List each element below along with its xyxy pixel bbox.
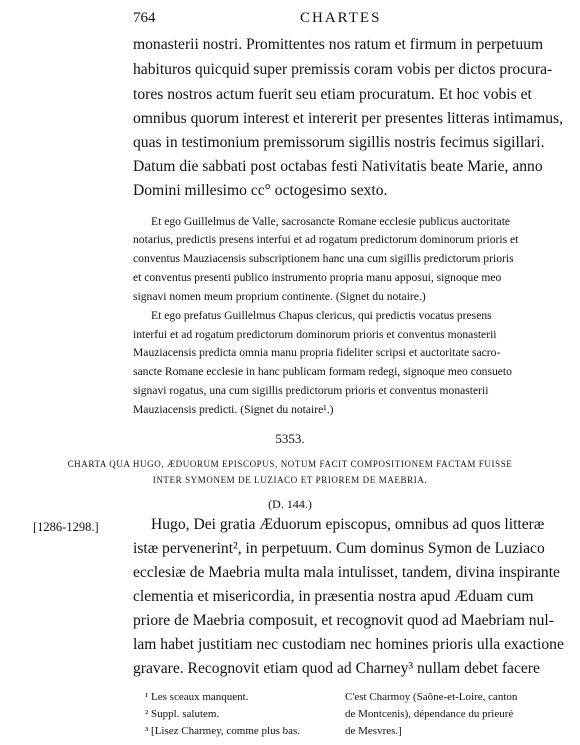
body-line: habituros quicquid super premissis coram vobis per dictos procura- xyxy=(133,61,553,78)
charter-text-line: istæ pervenerint², in perpetuum. Cum dominus Symon de Luziaco xyxy=(133,540,545,557)
body-line: Domini millesimo cc° octogesimo sexto. xyxy=(133,182,388,199)
notary-line: signavi nomen meum proprium continente. (Signet du notaire.) xyxy=(133,290,426,303)
charter-text-line: priore de Maebria composuit, et recognovit quod ad Maebriam nul- xyxy=(133,612,554,629)
notary-line: conventus Mauziacensis subscriptionem hanc una cum sigillis predictorum prioris xyxy=(133,252,514,265)
footnote-right: de Mesvres.] xyxy=(345,725,402,737)
notary-line: interfui et ad rogatum predictorum dominorum prioris et conventus monasterii xyxy=(133,328,497,341)
footnote-left: ³ [Lisez Charmey, comme plus bas. xyxy=(145,725,301,737)
body-line: omnibus quorum interest et intererit per presentes litteras intimamus, xyxy=(133,110,564,127)
footnote-left: ¹ Les sceaux manquent. xyxy=(145,691,249,703)
body-line: Datum die sabbati post octabas festi Nativitatis beate Marie, anno xyxy=(133,158,543,175)
charter-text-line: lam habet justitiam nec custodiam nec homines prioris ulla exactione xyxy=(133,636,564,653)
body-line: monasterii nostri. Promittentes nos ratum et firmum in perpetuum xyxy=(133,36,544,53)
footnote-right: C'est Charmoy (Saône-et-Loire, canton xyxy=(345,691,518,703)
notary-line: signavi rogatus, una cum sigillis predictorum prioris et conventus monasterii xyxy=(133,384,489,397)
charter-number: 5353. xyxy=(275,431,305,446)
page-number: 764 xyxy=(133,10,156,26)
notary-line: Mauziacensis predicti. (Signet du notaire¹.) xyxy=(133,403,334,416)
charter-text-line: ecclesiæ de Maebria multa mala intulisset, tandem, divina inspirante xyxy=(133,564,560,581)
notary-line: et conventus presenti publico instrumento propria manu apposui, signoque meo xyxy=(133,271,502,284)
body-line: quas in testimonium premissorum sigillis nostris fecimus sigillari. xyxy=(133,134,545,151)
notary-line: Et ego Guillelmus de Valle, sacrosancte Romane ecclesie publicus auctoritate xyxy=(151,215,511,228)
footnote-right: de Montcenis), dépendance du prieuré xyxy=(345,708,514,720)
charter-reference: (D. 144.) xyxy=(268,497,312,511)
margin-date: [1286-1298.] xyxy=(33,520,99,534)
notary-line: Et ego prefatus Guillelmus Chapus clericus, qui predictis vocatus presens xyxy=(151,309,492,322)
charter-text-line: clementia et misericordia, in præsentia nostra apud Æduam cum xyxy=(133,588,534,605)
charter-text-line: Hugo, Dei gratia Æduorum episcopus, omnibus ad quos litteræ xyxy=(151,516,545,533)
body-line: tores nostros actum fuerit seu etiam procuratum. Et hoc vobis et xyxy=(133,86,532,103)
charter-text-line: gravare. Recognovit etiam quod ad Charney³ nullam debet facere xyxy=(133,660,540,677)
notary-line: notarius, predictis presens interfui et ad rogatum predictorum dominorum prioris et xyxy=(133,233,519,246)
notary-line: Mauziacensis predicta omnia manu propria fideliter scripsi et auctoritate sacro- xyxy=(133,346,501,359)
charter-title-line: CHARTA QUA HUGO, ÆDUORUM EPISCOPUS, NOTUM FACIT COMPOSITIONEM FACTAM FUISSE xyxy=(67,459,513,469)
running-title: CHARTES xyxy=(300,10,382,26)
footnote-left: ² Suppl. salutem. xyxy=(145,708,220,720)
charter-title-line: INTER SYMONEM DE LUZIACO ET PRIOREM DE MAEBRIA. xyxy=(152,475,428,485)
notary-line: sancte Romane ecclesie in hanc publicam formam redegi, signoque meo consueto xyxy=(133,365,512,378)
